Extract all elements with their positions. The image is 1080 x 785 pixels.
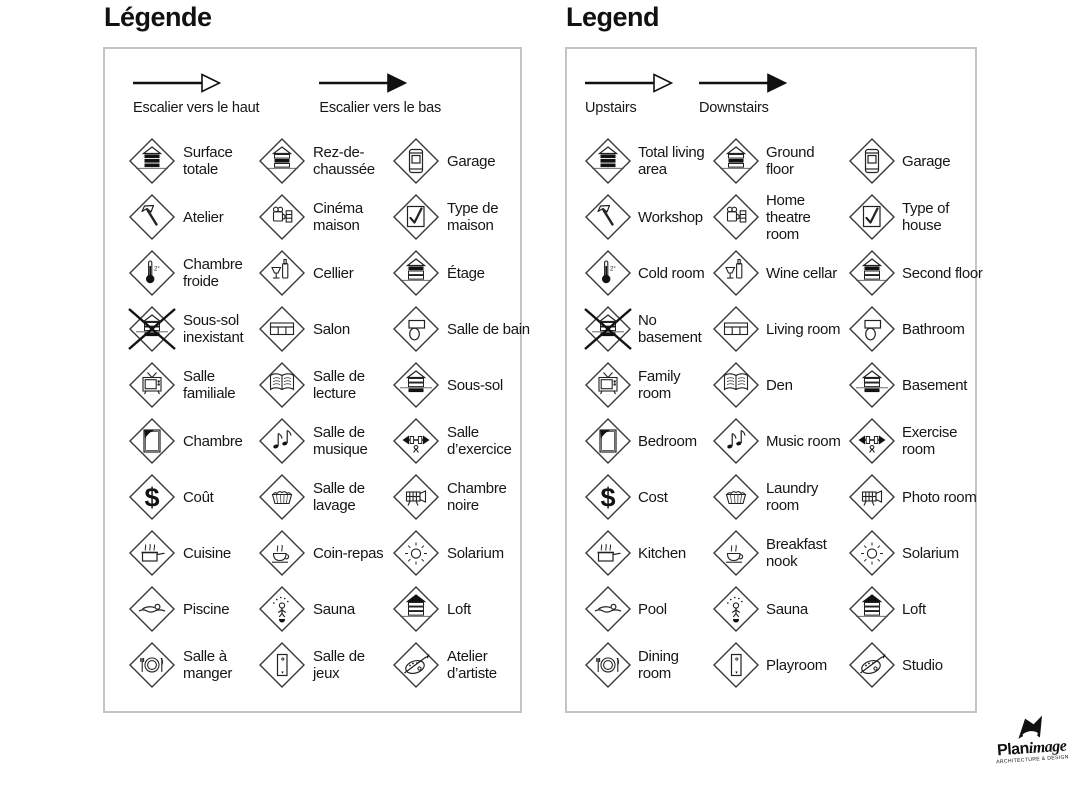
- legend-panel-english: [565, 47, 983, 713]
- downstairs-arrow-group: [319, 73, 441, 116]
- legend-item-label: Laundry room: [766, 480, 819, 514]
- photo-room-icon: [849, 474, 895, 520]
- legend-item-label: Pool: [638, 600, 667, 618]
- upstairs-arrow-label: Upstairs: [585, 100, 637, 116]
- legend-item-label: Type of house: [902, 200, 950, 234]
- french-legend-title: Légende: [104, 2, 212, 32]
- legend-panel-french: [103, 47, 530, 713]
- legend-item-label: Cinéma maison: [313, 200, 363, 234]
- legend-item-label: Surface totale: [183, 144, 233, 178]
- workshop-icon: [129, 194, 175, 240]
- cold-room-icon: [585, 250, 631, 296]
- legend-item-label: Coût: [183, 488, 214, 506]
- second-floor-icon: [393, 250, 439, 296]
- photo-room-icon: [393, 474, 439, 520]
- legend-grid-english: [585, 133, 988, 693]
- legend-item-label: Salle familiale: [183, 368, 236, 402]
- loft-icon: [393, 586, 439, 632]
- sauna-icon: [259, 586, 305, 632]
- legend-item-label: Exercise room: [902, 424, 958, 458]
- legend-item-label: Dining room: [638, 648, 679, 682]
- legend-item-label: Piscine: [183, 600, 230, 618]
- legend-item-label: Salle d’exercice: [447, 424, 512, 458]
- pool-icon: [585, 586, 631, 632]
- legend-item-label: Chambre noire: [447, 480, 507, 514]
- workshop-icon: [585, 194, 631, 240]
- family-room-icon: [585, 362, 631, 408]
- downstairs-arrow-label: Escalier vers le bas: [319, 100, 442, 116]
- sauna-icon: [713, 586, 759, 632]
- garage-icon: [849, 138, 895, 184]
- legend-item-label: Solarium: [902, 544, 959, 562]
- cost-icon: [129, 474, 175, 520]
- legend-item-label: Salle de lecture: [313, 368, 365, 402]
- stair-arrows-english: [567, 49, 975, 116]
- legend-item-label: Salle à manger: [183, 648, 233, 682]
- dining-room-icon: [585, 642, 631, 688]
- type-of-house-icon: [849, 194, 895, 240]
- legend-item-label: Music room: [766, 432, 841, 450]
- logo-plan-text: Plan: [996, 740, 1030, 760]
- loft-icon: [849, 586, 895, 632]
- laundry-room-icon: [259, 474, 305, 520]
- playroom-icon: [259, 642, 305, 688]
- breakfast-nook-icon: [259, 530, 305, 576]
- pool-icon: [129, 586, 175, 632]
- den-icon: [713, 362, 759, 408]
- home-theatre-icon: [713, 194, 759, 240]
- legend-grid-french: [129, 133, 531, 693]
- legend-item-label: Family room: [638, 368, 681, 402]
- english-legend-title: Legend: [566, 2, 660, 32]
- legend-item-label: Rez-de-chaussée: [313, 144, 375, 178]
- legend-item-label: Living room: [766, 320, 841, 338]
- stairs-up-arrow-icon: [133, 73, 221, 93]
- stairs-down-arrow-icon: [319, 73, 407, 93]
- living-room-icon: [713, 306, 759, 352]
- total-living-area-icon: [129, 138, 175, 184]
- planimage-logo: [980, 711, 1080, 767]
- legend-item-label: Salon: [313, 320, 350, 338]
- logo-tagline: ARCHITECTURE & DESIGN: [995, 754, 1070, 766]
- breakfast-nook-icon: [713, 530, 759, 576]
- legend-item-label: Wine cellar: [766, 264, 837, 282]
- type-of-house-icon: [393, 194, 439, 240]
- basement-icon: [849, 362, 895, 408]
- basement-icon: [393, 362, 439, 408]
- legend-item-label: Bathroom: [902, 320, 965, 338]
- legend-item-label: Cost: [638, 488, 668, 506]
- legend-item-label: Salle de jeux: [313, 648, 365, 682]
- stairs-down-arrow-icon: [699, 73, 787, 93]
- legend-item-label: Garage: [902, 152, 951, 170]
- legend-item-label: Studio: [902, 656, 943, 674]
- exercise-room-icon: [393, 418, 439, 464]
- legend-item-label: Étage: [447, 264, 485, 282]
- legend-item-label: Bedroom: [638, 432, 697, 450]
- legend-item-label: Salle de musique: [313, 424, 368, 458]
- upstairs-arrow-label: Escalier vers le haut: [133, 100, 260, 116]
- legend-item-label: Ground floor: [766, 144, 815, 178]
- legend-item-label: Coin-repas: [313, 544, 384, 562]
- legend-item-label: Atelier d’artiste: [447, 648, 497, 682]
- den-icon: [259, 362, 305, 408]
- legend-item-label: Atelier: [183, 208, 224, 226]
- kitchen-icon: [129, 530, 175, 576]
- second-floor-icon: [849, 250, 895, 296]
- downstairs-arrow-label: Downstairs: [699, 100, 769, 116]
- legend-item-label: Sous-sol: [447, 376, 503, 394]
- bathroom-icon: [849, 306, 895, 352]
- legend-item-label: Kitchen: [638, 544, 686, 562]
- garage-icon: [393, 138, 439, 184]
- exercise-room-icon: [849, 418, 895, 464]
- wine-cellar-icon: [713, 250, 759, 296]
- downstairs-arrow-group: [699, 73, 787, 116]
- legend-item-label: Workshop: [638, 208, 703, 226]
- cost-icon: [585, 474, 631, 520]
- legend-item-label: Sous-sol inexistant: [183, 312, 244, 346]
- legend-item-label: Sauna: [313, 600, 355, 618]
- legend-item-label: Cellier: [313, 264, 354, 282]
- legend-item-label: Playroom: [766, 656, 827, 674]
- legend-item-label: Basement: [902, 376, 968, 394]
- legend-item-label: Type de maison: [447, 200, 499, 234]
- bathroom-icon: [393, 306, 439, 352]
- music-room-icon: [713, 418, 759, 464]
- legend-item-label: Total living area: [638, 144, 705, 178]
- total-living-area-icon: [585, 138, 631, 184]
- studio-icon: [849, 642, 895, 688]
- legend-item-label: Chambre froide: [183, 256, 243, 290]
- playroom-icon: [713, 642, 759, 688]
- logo-image-text: image: [1028, 737, 1067, 758]
- legend-item-label: Photo room: [902, 488, 977, 506]
- legend-item-label: Loft: [902, 600, 926, 618]
- cold-room-icon: [129, 250, 175, 296]
- legend-item-label: Loft: [447, 600, 471, 618]
- studio-icon: [393, 642, 439, 688]
- legend-item-label: Cuisine: [183, 544, 231, 562]
- upstairs-arrow-group: [133, 73, 259, 116]
- legend-item-label: Salle de lavage: [313, 480, 365, 514]
- ground-floor-icon: [713, 138, 759, 184]
- ground-floor-icon: [259, 138, 305, 184]
- dining-room-icon: [129, 642, 175, 688]
- legend-item-label: Chambre: [183, 432, 243, 450]
- no-basement-icon: [129, 306, 175, 352]
- laundry-room-icon: [713, 474, 759, 520]
- legend-item-label: Sauna: [766, 600, 808, 618]
- legend-item-label: Home theatre room: [766, 191, 811, 243]
- legend-item-label: Garage: [447, 152, 496, 170]
- upstairs-arrow-group: [585, 73, 673, 116]
- stairs-up-arrow-icon: [585, 73, 673, 93]
- music-room-icon: [259, 418, 305, 464]
- legend-item-label: No basement: [638, 312, 702, 346]
- family-room-icon: [129, 362, 175, 408]
- legend-item-label: Solarium: [447, 544, 504, 562]
- legend-item-label: Cold room: [638, 264, 705, 282]
- home-theatre-icon: [259, 194, 305, 240]
- living-room-icon: [259, 306, 305, 352]
- legend-item-label: Breakfast nook: [766, 536, 827, 570]
- wine-cellar-icon: [259, 250, 305, 296]
- legend-item-label: Salle de bain: [447, 320, 530, 338]
- solarium-icon: [849, 530, 895, 576]
- bedroom-icon: [129, 418, 175, 464]
- stair-arrows-french: [105, 49, 520, 116]
- bedroom-icon: [585, 418, 631, 464]
- no-basement-icon: [585, 306, 631, 352]
- legend-item-label: Second floor: [902, 264, 983, 282]
- kitchen-icon: [585, 530, 631, 576]
- legend-item-label: Den: [766, 376, 793, 394]
- solarium-icon: [393, 530, 439, 576]
